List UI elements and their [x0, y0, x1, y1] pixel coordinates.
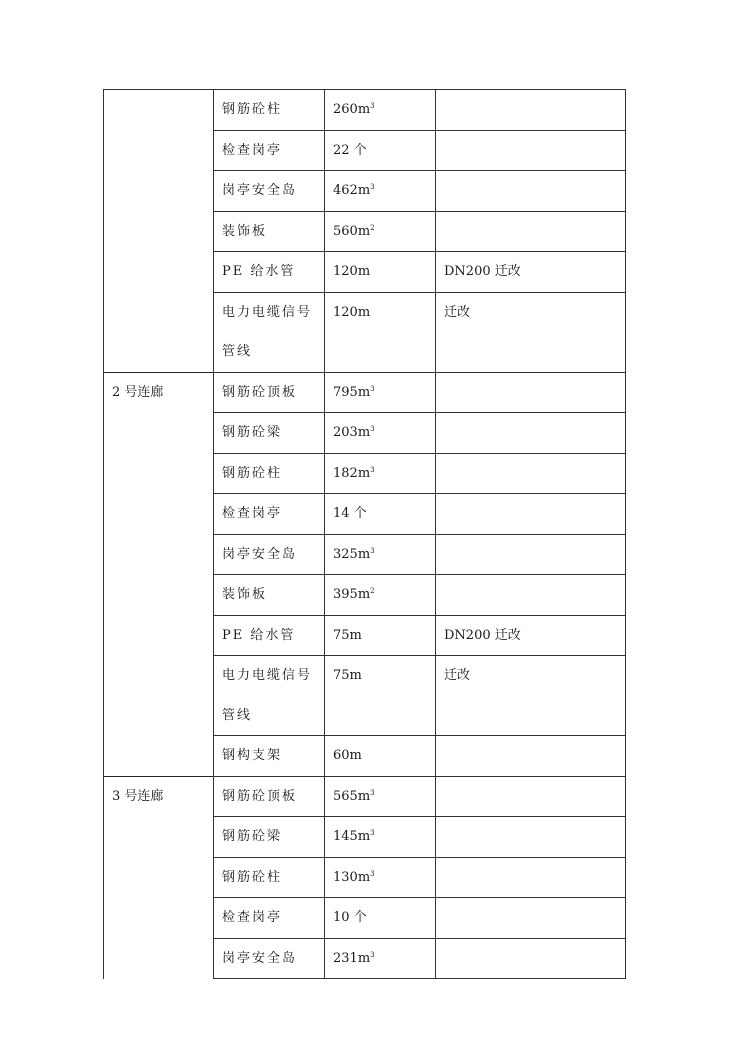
item-name-cell: [214, 494, 325, 535]
quantity-value: 60m: [333, 748, 362, 763]
quantity-value: 22 个: [333, 142, 367, 158]
remark-cell: [436, 857, 626, 898]
quantity-value: 795m: [333, 384, 371, 400]
item-name-cell: [214, 211, 325, 252]
quantity-cell: [325, 171, 436, 212]
quantity-cell: [325, 656, 436, 736]
unit-exponent: 3: [370, 183, 375, 191]
remark-cell: [436, 211, 626, 252]
quantity-value: 182m: [333, 465, 371, 481]
item-name-cell: [214, 372, 325, 413]
section-name-cell: 2 号连廊: [104, 372, 214, 776]
item-name-cell: [214, 534, 325, 575]
table-row: [104, 90, 626, 131]
item-name: 钢构支架: [222, 748, 283, 763]
unit-exponent: 3: [370, 869, 375, 878]
quantity-value: 395m: [333, 587, 371, 602]
quantity-cell: [325, 575, 436, 616]
item-name: 钢筋砼柱: [222, 465, 283, 481]
remark-cell: 迁改: [436, 292, 626, 372]
remark-cell: [436, 171, 626, 212]
item-name: 岗亭安全岛: [222, 183, 298, 198]
item-name: 钢筋砼顶板: [222, 384, 298, 400]
item-name-line2: 管线: [222, 707, 253, 723]
item-name-cell: [214, 575, 325, 616]
item-name-cell: [214, 130, 325, 171]
quantity-cell: [325, 252, 436, 293]
item-name: 装饰板: [222, 587, 268, 602]
unit-exponent: 3: [370, 829, 375, 837]
item-name: 检查岗亭: [222, 506, 283, 521]
quantity-value: 231m: [333, 950, 371, 966]
remark-cell: [436, 575, 626, 616]
quantity-cell: [325, 938, 436, 979]
item-name-cell: [214, 857, 325, 898]
quantity-cell: [325, 817, 436, 858]
item-name-line2: 管线: [222, 344, 253, 359]
item-name-cell: [214, 171, 325, 212]
quantity-cell: [325, 211, 436, 252]
item-name: 钢筋砼顶板: [222, 788, 298, 804]
quantity-value: 145m: [333, 829, 371, 844]
item-name-cell: [214, 453, 325, 494]
quantity-cell: [325, 898, 436, 939]
item-name: 装饰板: [222, 223, 268, 239]
item-name: PE 给水管: [222, 627, 296, 643]
remark-cell: [436, 453, 626, 494]
quantity-value: 560m: [333, 223, 371, 239]
quantities-table: [103, 89, 626, 979]
quantity-cell: [325, 90, 436, 131]
quantity-cell: [325, 292, 436, 372]
item-name: 电力电缆信号: [222, 304, 313, 320]
item-name: 电力电缆信号: [222, 668, 313, 683]
item-name-cell: [214, 90, 325, 131]
quantity-cell: [325, 615, 436, 656]
item-name: 检查岗亭: [222, 142, 283, 158]
item-name: 钢筋砼梁: [222, 425, 283, 440]
item-name: PE 给水管: [222, 264, 296, 279]
quantities-table-body: [104, 90, 626, 979]
table-row: [104, 776, 626, 817]
remark-cell: [436, 130, 626, 171]
unit-exponent: 3: [370, 546, 375, 555]
item-name: 钢筋砼柱: [222, 869, 283, 885]
remark-cell: [436, 736, 626, 777]
item-name-cell: [214, 292, 325, 372]
quantity-cell: [325, 494, 436, 535]
quantity-cell: [325, 130, 436, 171]
item-name: 检查岗亭: [222, 910, 283, 925]
quantity-value: 325m: [333, 546, 371, 562]
remark-cell: [436, 776, 626, 817]
quantity-value: 462m: [333, 183, 371, 198]
remark-cell: DN200 迁改: [436, 615, 626, 656]
quantity-value: 14 个: [333, 506, 367, 521]
quantity-value: 260m: [333, 102, 371, 117]
quantity-value: 75m: [333, 627, 362, 643]
quantity-value: 565m: [333, 788, 371, 804]
item-name-cell: [214, 252, 325, 293]
item-name-cell: [214, 817, 325, 858]
remark-cell: [436, 372, 626, 413]
item-name-cell: [214, 413, 325, 454]
item-name-cell: [214, 776, 325, 817]
quantity-value: 75m: [333, 668, 362, 683]
remark-cell: [436, 817, 626, 858]
unit-exponent: 2: [370, 223, 375, 232]
section-name-cell: 3 号连廊: [104, 776, 214, 979]
remark-cell: [436, 90, 626, 131]
quantity-cell: [325, 534, 436, 575]
remark-cell: 迁改: [436, 656, 626, 736]
unit-exponent: 3: [370, 465, 375, 474]
item-name-cell: [214, 736, 325, 777]
remark-cell: DN200 迁改: [436, 252, 626, 293]
unit-exponent: 2: [370, 587, 375, 595]
unit-exponent: 3: [370, 102, 375, 110]
remark-cell: [436, 534, 626, 575]
item-name-cell: [214, 938, 325, 979]
remark-cell: [436, 413, 626, 454]
unit-exponent: 3: [370, 788, 375, 797]
section-name-cell: [104, 90, 214, 373]
quantity-value: 130m: [333, 869, 371, 885]
remark-cell: [436, 938, 626, 979]
quantity-value: 10 个: [333, 910, 367, 925]
quantity-value: 120m: [333, 304, 371, 320]
item-name-cell: [214, 615, 325, 656]
quantity-cell: [325, 776, 436, 817]
table-row: [104, 372, 626, 413]
quantity-value: 120m: [333, 264, 371, 279]
quantity-cell: [325, 857, 436, 898]
unit-exponent: 3: [370, 384, 375, 393]
quantity-cell: [325, 736, 436, 777]
unit-exponent: 3: [370, 950, 375, 959]
quantity-cell: [325, 413, 436, 454]
item-name-cell: [214, 656, 325, 736]
item-name: 岗亭安全岛: [222, 546, 298, 562]
item-name: 岗亭安全岛: [222, 950, 298, 966]
remark-cell: [436, 494, 626, 535]
item-name: 钢筋砼梁: [222, 829, 283, 844]
item-name-cell: [214, 898, 325, 939]
quantity-cell: [325, 372, 436, 413]
remark-cell: [436, 898, 626, 939]
quantity-cell: [325, 453, 436, 494]
unit-exponent: 3: [370, 425, 375, 433]
item-name: 钢筋砼柱: [222, 102, 283, 117]
quantity-value: 203m: [333, 425, 371, 440]
